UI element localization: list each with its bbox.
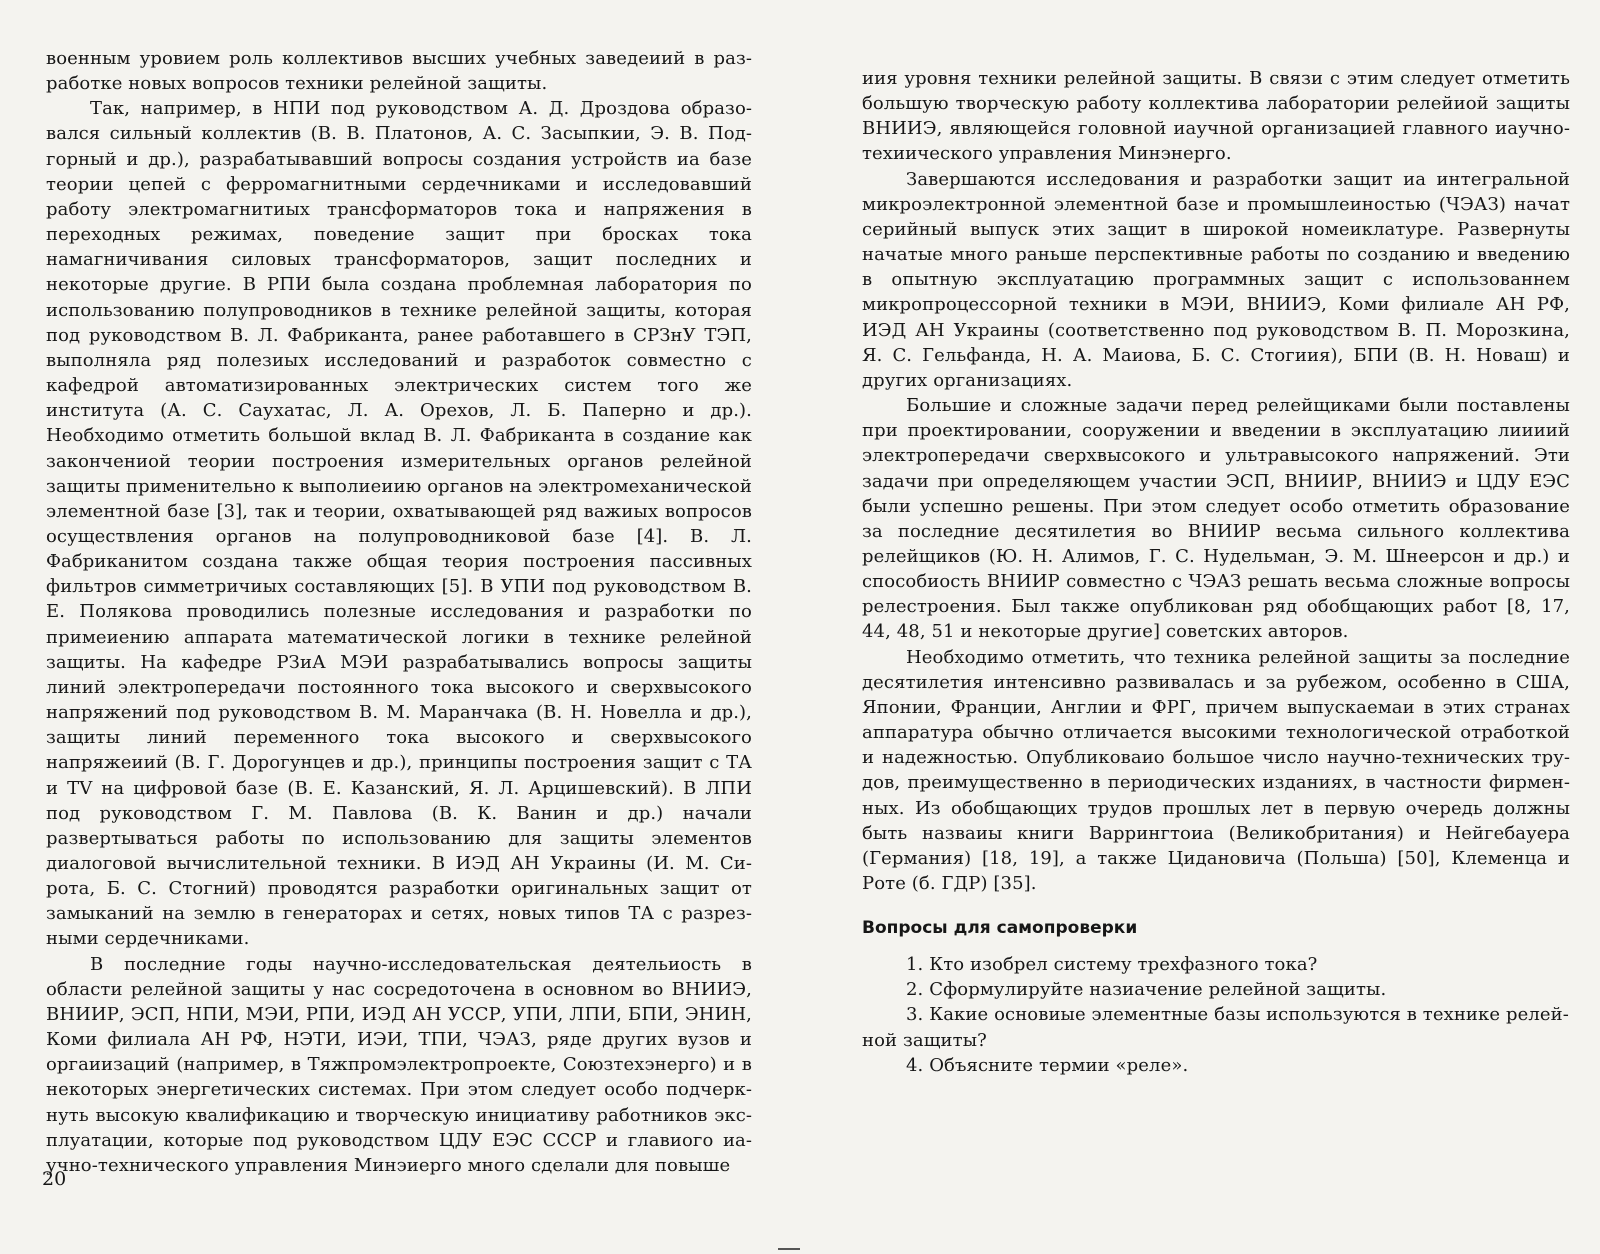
right-paragraph-4: Необходимо отметить, что техника релейной защиты за последние десятилетия интенсивно развивалась и за рубежом, особенно в США, Японии, Франции, Англии и ФРГ, причем выпускаемаи в этих странах аппаратура обычно отличается высокими технологической отработкой и надежностью. Опубликоваио большое число научно-технических трудов, преимущественно в периодических изданиях, в частности фирменных. Из обобщающих трудов прошлых лет в первую очередь должны быть назваиы книги Варрингтоиа (Великобритания) и Нейгебауера (Германия) [18, 19], а также Цидановича (Польша) [50], Клеменца и Роте (б. ГДР) [35].: [862, 646, 1570, 894]
question-item: 1. Кто изобрел систему трехфазного тока?: [906, 954, 1318, 976]
right-paragraph-3: Большие и сложные задачи перед релейщиками были поставлены при проектировании, сооружении и введении в эксплуатацию лиииий электропередачи сверхвысокого и ультравысокого напряжений. Эти задачи при определяющем участии ЭСП, ВНИИР, ВНИИЭ и ЦДУ ЕЭС были успешно решены. При этом следует особо отметить образование за последние десятилетия во ВНИИР весьма сильного коллектива релейщиков (Ю. Н. Алимов, Г. С. Нудельман, Э. М. Шнеерсон и др.) и способиость ВНИИР совместно с ЧЭАЗ решать весьма сложные вопросы релестроения. Был также опубликован ряд обобщающих работ [8, 17, 44, 48, 51 и некоторые другие] советских авторов.: [862, 395, 1570, 643]
left-paragraph-2: Так, например, в НПИ под руководством А. Д. Дроздова образовался сильный коллектив (В. В. Платонов, А. С. Засыпкии, Э. В. Подгорный и др.), разрабатывавший вопросы создания устройств иа базе теории цепей с ферромагнитными сердечниками и исследовавший работу электромагнитиых трансформаторов тока и напряжения в переходных режимах, поведение защит при бросках тока намагничивания силовых трансформаторов, защит последних и некоторые другие. В РПИ была создана проблемная лаборатория по использованию полупроводников в технике релейной защиты, которая под руководством В. Л. Фабриканта, ранее работавшего в СРЗнУ ТЭП, выполняла ряд полезиых исследований и разработок совместно с кафедрой автоматизированных электрических систем того же института (А. С. Саухатас, Л. А. Орехов, Л. Б. Паперно и др.). Необходимо отметить большой вклад В. Л. Фабриканта в создание как закончениой теории построения измерительных органов релейной защиты применительно к выполиеиию органов на электромеханической элементной базе [3], так и теории, охватывающей ряд важиых вопросов осуществления органов на полупроводниковой базе [4]. В. Л. Фабриканитом создана также общая теория построения пассивных фильтров симметричиых составляющих [5]. В УПИ под руководством В. Е. Полякова проводились полезные исследования и разработки по примеиению аппарата математической логики в технике релейной защиты. На кафедре РЗиА МЭИ разрабатывались вопросы защиты линий электропередачи постоянного тока высокого и сверхвысокого напряжений под руководством В. М. Маранчака (В. Н. Новелла и др.), защиты линий переменного тока высокого и сверхвысокого напряжеиий (В. Г. Дорогунцев и др.), принципы построения защит с ТА и TV на цифровой базе (В. Е. Казанский, Я. Л. Арцишевский). В ЛПИ под руководством Г. М. Павлова (В. К. Ванин и др.) начали развертываться работы по использованию для защиты элементов диалоговой вычислительной техники. В ИЭД АН Украины (И. М. Сирота, Б. С. Стогний) проводятся разработки оригинальных защит от замыканий на землю в генераторах и сетях, новых типов ТА с разрезными сердечниками.: [46, 98, 752, 950]
right-page: [862, 66, 1570, 1078]
self-check-questions: [862, 952, 1570, 1078]
question-item: 4. Объясните термии «реле».: [906, 1054, 1189, 1076]
right-paragraph-2: Завершаются исследования и разработки защит иа интегральной микроэлектронной элементной базе и промышлеиностью (ЧЭАЗ) начат серийный выпуск этих защит в широкой номеиклатуре. Развернуты начатые много раньше перспективные работы по созданию и введению в опытную эксплуатацию программных защит с использованнем микропроцессорной техники в МЭИ, ВНИИЭ, Коми филиале АН РФ, ИЭД АН Украины (соответственно под руководством В. П. Морозкина, Я. С. Гельфанда, Н. А. Маиова, Б. С. Стогиия), БПИ (В. Н. Новаш) и других организациях.: [862, 168, 1570, 391]
right-paragraph-1: иия уровня техники релейной защиты. В связи с этим следует отметить большую творческую работу коллектива лаборатории релейиой защиты ВНИИЭ, являющейся головной иаучной организацией главного иаучно-техиического управления Минэнерго.: [862, 68, 1570, 165]
self-check-heading: Вопросы для самопроверки: [862, 918, 1138, 939]
left-paragraph-1: военным уровием роль коллективов высших учебных заведеиий в разработке новых вопросов техники релейной защиты.: [46, 48, 752, 95]
left-paragraph-3: В последние годы научно-исследовательская деятельиость в области релейной защиты у нас сосредоточена в основном во ВНИИЭ, ВНИИР, ЭСП, НПИ, МЭИ, РПИ, ИЭД АН УССР, УПИ, ЛПИ, БПИ, ЭНИН, Коми филиала АН РФ, НЭТИ, ИЭИ, ТПИ, ЧЭАЗ, ряде других вузов и оргаиизаций (например, в Тяжпромэлектропроекте, Союзтехэнерго) и в некоторых энергетических системах. При этом следует особо подчеркнуть высокую квалификацию и творческую инициативу работников эксплуатации, которые под руководством ЦДУ ЕЭС СССР и главиого иаучно-технического управления Минэиерго много сделали для повыше: [46, 953, 752, 1176]
left-page-text: [46, 46, 752, 1178]
question-item: 3. Какие основиые элементные базы используются в технике релейной защиты?: [862, 1004, 1569, 1051]
question-item: 2. Сформулируйте назиачение релейной защиты.: [906, 979, 1387, 1001]
left-page: [46, 46, 752, 1178]
page-number: 20: [42, 1168, 67, 1190]
fold-mark: [778, 1248, 800, 1250]
right-page-text: [862, 66, 1570, 896]
